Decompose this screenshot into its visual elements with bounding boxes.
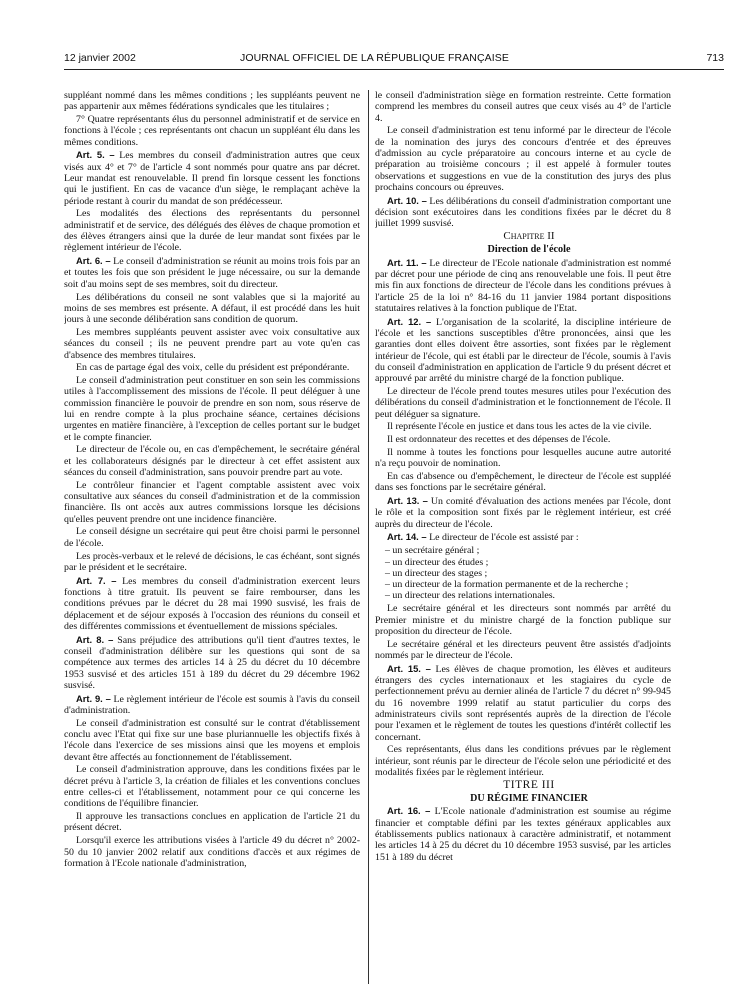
header-page-number: 713 [706,52,724,64]
article-text: Le directeur de l'école est assisté par : [426,532,579,544]
article-label: Art. 10. – [387,194,427,206]
title-heading: TITRE III [503,778,555,791]
paragraph: 7° Quatre représentants élus du personnel administratif et de service en fonctions à l'école ; ces représentants ont chacun un suppléant élu dans les mêmes conditions. [64,114,360,148]
title-subheading: DU RÉGIME FINANCIER [470,792,588,804]
article-10 [375,195,671,230]
paragraph: le conseil d'administration siège en formation restreinte. Cette formation comprend les membres du conseil autres que ceux visés au 4° de l'article 4. [375,90,671,124]
article-label: Art. 6. – [76,255,111,267]
article-text: Les membres du conseil d'administration exercent leurs fonctions à titre gratuit. Ils peuvent se faire rembourser, dans les conditions prévues par le décret du 28 mai 1990 susvisé, les frais de déplacement et de séjour exposés à l'occasion des réunions du conseil et des différentes commissions et éventuellement de missions spéciales. [64,575,360,632]
article-15 [375,663,671,743]
header-journal-title: JOURNAL OFFICIEL DE LA RÉPUBLIQUE FRANÇAISE [240,52,509,64]
article-6 [64,255,360,290]
article-label: Art. 16. – [387,805,431,817]
paragraph: suppléant nommé dans les mêmes conditions ; les suppléants peuvent ne pas appartenir aux mêmes fédérations syndicales que les titulaires ; [64,90,360,113]
right-column [375,90,671,986]
paragraph: Ces représentants, élus dans les conditions prévues par le règlement intérieur, sont réunis par le directeur de l'école selon une périodicité et des modalités fixées par le règlement intérieur. [375,744,671,778]
list-item: – un directeur des relations internationales. [385,590,556,602]
page-header [64,52,724,68]
paragraph: Les membres suppléants peuvent assister avec voix consultative aux séances du conseil ; ils ne peuvent prendre part au vote qu'en cas d'absence des membres titulaires. [64,326,360,361]
article-text: Le conseil d'administration se réunit au moins trois fois par an et toutes les fois que son président le juge nécessaire, ou sur la demande soit d'au moins sept de ses membres, soit du directeur. [64,256,360,290]
chapter-title: Direction de l'école [487,243,571,255]
list-item: – un directeur de la formation permanente et de la recherche ; [385,579,629,591]
article-9 [64,693,360,717]
left-column [64,90,360,986]
article-text: Les membres du conseil d'administration autres que ceux visés aux 4° et 7° de l'article 4 sont nommés pour quatre ans par décret. Leur mandat est renouvelable. Il prend fin lorsque cessent les fonctions qui le justifient. En cas de vacance d'un siège, le remplaçant achève la période restant à courir du mandat de son prédécesseur. [64,150,360,207]
article-16 [375,805,671,862]
paragraph: Le conseil désigne un secrétaire qui peut être choisi parmi le personnel de l'école. [64,526,360,549]
paragraph: Les délibérations du conseil ne sont valables que si la majorité au moins de ses membres est présente. A défaut, il est procédé dans les huit jours à une seconde délibération sans condition de quorum. [64,291,360,326]
paragraph: En cas de partage égal des voix, celle du président est prépondérante. [76,362,350,374]
article-text: Les élèves de chaque promotion, les élèves et auditeurs étrangers des cycles internationaux et les stagiaires du cycle de perfectionnement prévu au dernier alinéa de l'article 7 du décret n° 99-945 du 16 novembre 1999 relatif au statut particulier du corps des administrateurs civils sont représentés auprès de la direction de l'école pour l'examen et le règlement de toutes les questions d'intérêt collectif les concernant. [375,663,671,743]
paragraph: Le conseil d'administration approuve, dans les conditions fixées par le décret prévu à l'article 3, la création de filiales et les conventions conclues entre celles-ci et l'établissement, notamment pour ce qui concerne les conditions de l'équilibre financier. [64,764,360,810]
article-label: Art. 13. – [387,495,428,507]
article-text: Le directeur de l'Ecole nationale d'administration est nommé par décret pour une période de cinq ans renouvelable une fois. Il peut être mis fin aux fonctions de directeur de l'école dans les conditions prévues à l'article 25 de la loi n° 84-16 du 11 janvier 1984 portant dispositions statutaires relatives à la fonction publique de l'Etat. [375,257,671,314]
chapter-heading: Chapitre II [503,230,555,243]
article-label: Art. 9. – [76,692,111,704]
article-12 [375,316,671,385]
article-label: Art. 8. – [76,633,114,645]
header-date: 12 janvier 2002 [64,52,136,64]
article-label: Art. 12. – [387,315,432,327]
paragraph: En cas d'absence ou d'empêchement, le directeur de l'école est suppléé dans ses fonctions par le secrétaire général. [375,471,671,494]
article-5 [64,149,360,206]
article-text: L'Ecole nationale d'administration est soumise au régime financier et comptable défini par les textes généraux applicables aux établissements publics nationaux à caractère administratif, et notamment les articles 14 à 25 du décret du 10 décembre 1953 susvisé, par les articles 151 à 189 du décret [375,806,671,863]
article-label: Art. 5. – [76,149,115,161]
list-item: – un directeur des études ; [385,556,489,568]
article-13 [375,495,671,530]
paragraph: Le conseil d'administration est consulté sur le contrat d'établissement conclu avec l'Etat qui fixe sur une base pluriannuelle les objectifs fixés à l'école dans l'exercice de ses missions ainsi que les moyens et emplois devant être affectés au fonctionnement de l'établissement. [64,717,360,763]
paragraph: Il est ordonnateur des recettes et des dépenses de l'école. [387,434,611,446]
article-text: Sans préjudice des attributions qu'il tient d'autres textes, le conseil d'administration délibère sur les questions qui sont de sa compétence aux termes des articles 14 à 25 du décret du 10 décembre 1953 susvisé et des articles 151 à 189 du décret du 29 décembre 1962 susvisé. [64,634,360,691]
paragraph: Les procès-verbaux et le relevé de décisions, le cas échéant, sont signés par le président et le secrétaire. [64,550,360,573]
article-label: Art. 11. – [387,256,427,268]
paragraph: Le secrétaire général et les directeurs peuvent être assistés d'adjoints nommés par le directeur de l'école. [375,638,671,661]
paragraph: Le secrétaire général et les directeurs sont nommés par arrêté du Premier ministre et du ministre chargé de la fonction publique sur proposition du directeur de l'école. [375,603,671,637]
list-item: – un directeur des stages ; [385,567,488,579]
article-text: Le règlement intérieur de l'école est soumis à l'avis du conseil d'administration. [64,693,360,716]
article-8 [64,634,360,691]
article-text: Les délibérations du conseil d'administration comportant une décision sont exécutoires dans les conditions fixées par le décret du 8 juillet 1999 susvisé. [375,195,671,230]
paragraph: Lorsqu'il exerce les attributions visées à l'article 49 du décret n° 2002-50 du 10 janvier 2002 relatif aux conditions d'accès et aux régimes de formation à l'Ecole nationale d'administration, [64,835,360,869]
article-7 [64,575,360,632]
paragraph: Le directeur de l'école ou, en cas d'empêchement, le secrétaire général et les collaborateurs désignés par le directeur à cet effet assistent aux séances du conseil d'administration, sans pouvoir prendre part au vote. [64,444,360,478]
paragraph: Le conseil d'administration peut constituer en son sein les commissions utiles à l'accomplissement des missions de l'école. Il peut déléguer à une commission financière le pouvoir de prendre en son nom, sous réserve de lui en rendre compte à la plus prochaine séance, certaines décisions urgentes en matière financière, à l'exception de celles portant sur le budget et le compte financier. [64,375,360,443]
column-separator [368,90,369,984]
paragraph: Le contrôleur financier et l'agent comptable assistent avec voix consultative aux séances du conseil d'administration et de la commission financière. Ils ont accès aux autres commissions lorsque les décisions qu'elles peuvent prendre ont une incidence financière. [64,479,360,525]
article-11 [375,257,671,314]
article-text: L'organisation de la scolarité, la discipline intérieure de l'école et les sanctions susceptibles d'être prononcées, ainsi que les garanties dont elles doivent être assorties, sont fixées par le règlement intérieur de l'école, qui est établi par le directeur de l'école, soumis à l'avis du conseil d'administration en application de l'article 9 du présent décret et approuvé par arrêté du ministre chargé de la fonction publique. [375,316,671,385]
paragraph: Le conseil d'administration est tenu informé par le directeur de l'école de la nomination des jurys des concours d'entrée et des épreuves d'admission au cycle préparatoire au concours interne et au cycle de préparation au troisième concours ; il est appelé à formuler toutes observations et suggestions en vue de la constitution des jurys des plus prochains concours ou épreuves. [375,125,671,193]
paragraph: Les modalités des élections des représentants du personnel administratif et de service, des délégués des élèves de chaque promotion et des élèves étrangers ainsi que la durée de leur mandat sont fixées par le règlement intérieur de l'école. [64,208,360,254]
paragraph: Il représente l'école en justice et dans tous les actes de la vie civile. [387,421,652,433]
article-14 [375,531,671,543]
article-label: Art. 14. – [387,531,427,543]
paragraph: Il nomme à toutes les fonctions pour lesquelles aucune autre autorité n'a reçu pouvoir de nomination. [375,446,671,470]
article-text: Un comité d'évaluation des actions menées par l'école, dont le rôle et la composition sont fixés par le règlement intérieur, est créé auprès du directeur de l'école. [375,496,671,530]
header-rule [64,69,724,70]
article-label: Art. 7. – [76,574,117,586]
assistants-list [385,545,671,601]
list-item: – un secrétaire général ; [385,545,480,557]
paragraph: Il approuve les transactions conclues en application de l'article 21 du présent décret. [64,811,360,834]
paragraph: Le directeur de l'école prend toutes mesures utiles pour l'exécution des délibérations du conseil d'administration et le fonctionnement de l'école. Il peut déléguer sa signature. [375,385,671,420]
article-label: Art. 15. – [387,662,431,674]
